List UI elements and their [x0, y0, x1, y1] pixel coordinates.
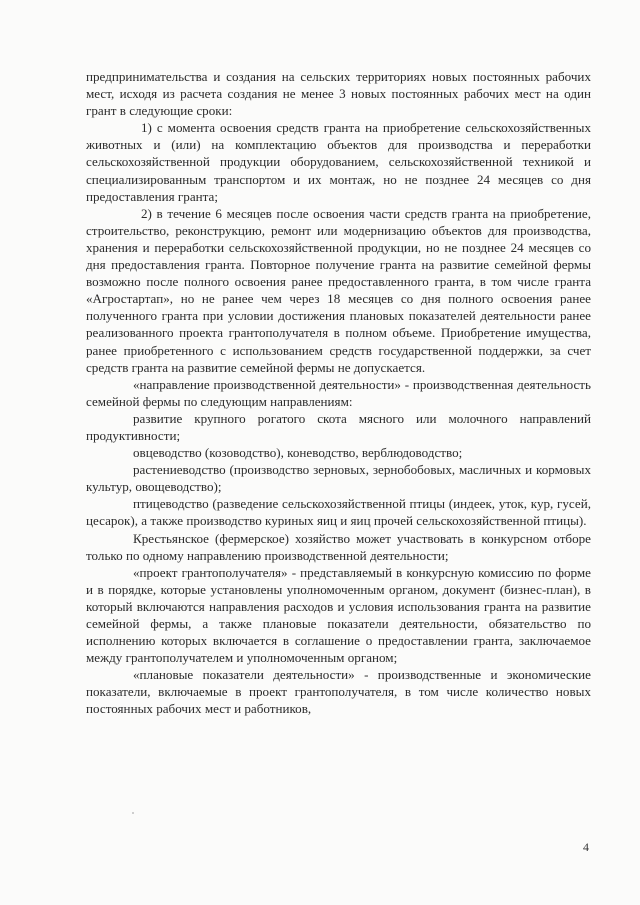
scan-speck: [132, 812, 134, 814]
paragraph-5: развитие крупного рогатого скота мясного или молочного направлений продуктивности;: [86, 410, 591, 443]
paragraph-4: «направление производственной деятельности» - производственная деятельность семейной фермы по следующим направлениям:: [86, 376, 591, 409]
paragraph-6: овцеводство (козоводство), коневодство, верблюдоводство;: [133, 445, 463, 461]
paragraph-3: 2) в течение 6 месяцев после освоения части средств гранта на приобретение, строительство, реконструкцию, ремонт или модернизацию объектов для производства, хранения и переработки сельскохозяйственной продукции, но не позднее 24 месяцев со дня предоставления гранта. Повторное получение гранта на развитие семейной фермы возможно после полного освоения ранее предоставленного гранта, в том числе гранта «Агростартап», но не ранее чем через 18 месяцев со дня полного освоения ранее полученного гранта при условии достижения плановых показателей деятельности ранее реализованного проекта грантополучателя в полном объеме. Приобретение имущества, ранее приобретенного с использованием средств государственной поддержки, за счет средств гранта на развитие семейной фермы не допускается.: [86, 205, 591, 375]
document-body: [86, 68, 591, 718]
paragraph-2: 1) с момента освоения средств гранта на приобретение сельскохозяйственных животных и (или) на комплектацию объектов для производства и переработки сельскохозяйственной продукции оборудованием, сельскохозяйственной техникой и специализированным транспортом и их монтаж, но не позднее 24 месяцев со дня предоставления гранта;: [86, 120, 591, 204]
paragraph-8: птицеводство (разведение сельскохозяйственной птицы (индеек, уток, кур, гусей, цесарок), а также производство куриных яиц и яиц прочей сельскохозяйственной птицы).: [86, 496, 591, 529]
paragraph-11: «плановые показатели деятельности» - производственные и экономические показатели, включаемые в проект грантополучателя, в том числе количество новых постоянных рабочих мест и работников,: [86, 667, 591, 717]
paragraph-7: растениеводство (производство зерновых, зернобобовых, масличных и кормовых культур, овощеводство);: [86, 462, 591, 495]
paragraph-10: «проект грантополучателя» - представляемый в конкурсную комиссию по форме и в порядке, которые установлены уполномоченным органом, документ (бизнес-план), в который включаются направления расходов и условия использования гранта на развитие семейной фермы, а также плановые показатели деятельности, обязательство по исполнению которых включается в соглашение о предоставлении гранта, заключаемое между грантополучателем и уполномоченным органом;: [86, 564, 591, 666]
page-number: 4: [583, 840, 589, 854]
paragraph-9: Крестьянское (фермерское) хозяйство может участвовать в конкурсном отборе только по одному направлению производственной деятельности;: [86, 530, 591, 563]
paragraph-1: предпринимательства и создания на сельских территориях новых постоянных рабочих мест, исходя из расчета создания не менее 3 новых постоянных рабочих мест на один грант в следующие сроки:: [86, 69, 591, 119]
